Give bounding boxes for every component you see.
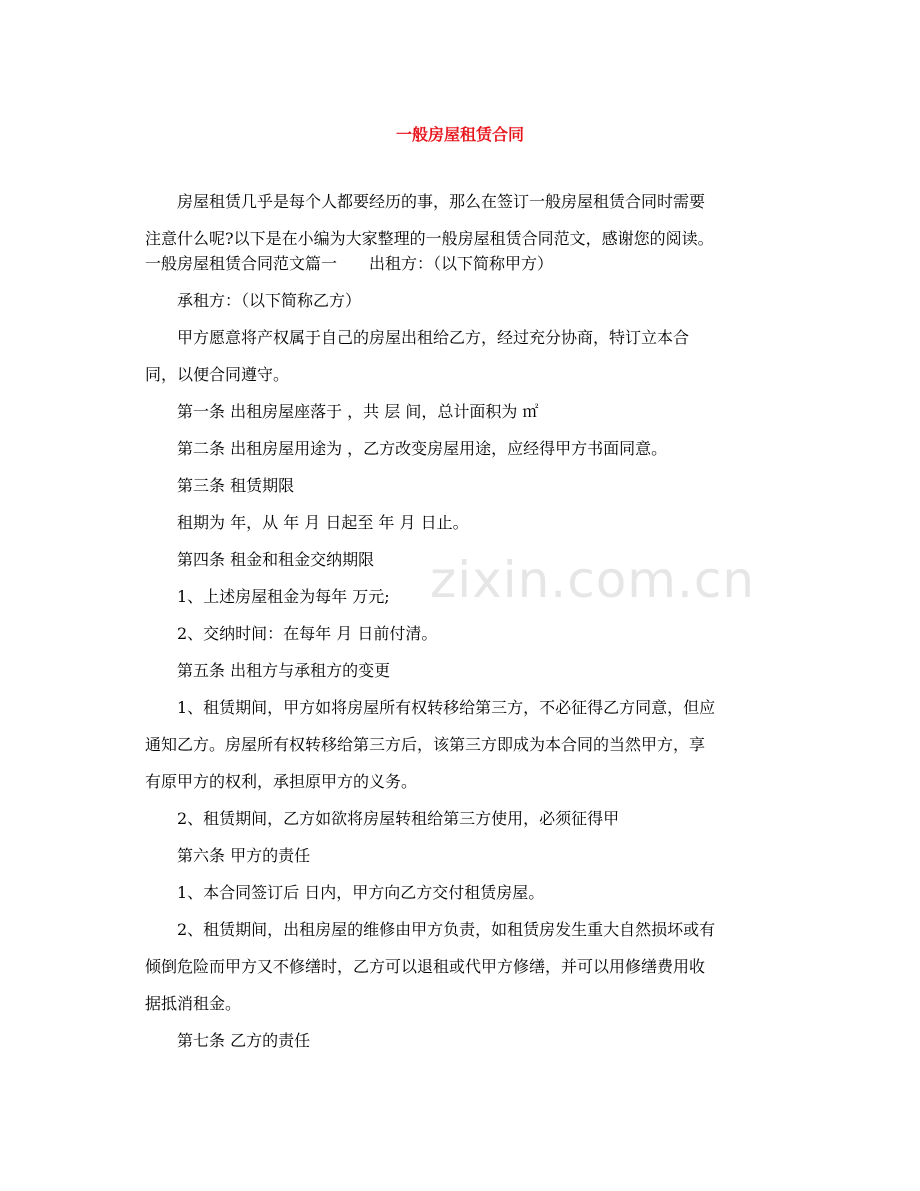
document-body [145,189,781,1053]
paragraph-line: 据抵消租金。 [145,994,242,1013]
paragraph-line: 2、租赁期间，出租房屋的维修由甲方负责，如租赁房发生重大自然损坏或有 [145,920,716,939]
paragraph-line: 第五条 出租方与承租方的变更 [145,661,391,680]
paragraph-line: 倾倒危险而甲方又不修缮时，乙方可以退租或代甲方修缮，并可以用修缮费用收 [145,957,706,976]
paragraph-line: 第七条 乙方的责任 [145,1031,311,1050]
paragraph-line: 房屋租赁几乎是每个人都要经历的事，那么在签订一般房屋租赁合同时需要 [145,192,706,211]
paragraph-line: 第一条 出租房屋座落于 ，共 层 间，总计面积为 ㎡ [145,402,539,421]
paragraph-line: 同，以便合同遵守。 [145,365,290,384]
watermark: zixin.com.cn [430,551,756,609]
paragraph-line: 第二条 出租房屋用途为 ，乙方改变房屋用途，应经得甲方书面同意。 [145,439,668,458]
paragraph-line: 1、上述房屋租金为每年 万元; [145,587,390,606]
paragraph-line: 1、本合同签订后 日内，甲方向乙方交付租赁房屋。 [145,883,545,902]
paragraph-line: 注意什么呢?以下是在小编为大家整理的一般房屋租赁合同范文，感谢您的阅读。 [145,229,714,248]
paragraph-line: 第四条 租金和租金交纳期限 [145,550,375,569]
paragraph-line: 2、租赁期间，乙方如欲将房屋转租给第三方使用，必须征得甲 [145,809,620,828]
paragraph-line: 一般房屋租赁合同范文篇一 出租方：（以下简称甲方） [145,254,554,273]
paragraph-line: 第六条 甲方的责任 [145,846,311,865]
paragraph-line: 甲方愿意将产权属于自己的房屋出租给乙方，经过充分协商，特订立本合 [145,328,690,347]
paragraph-line: 2、交纳时间：在每年 月 日前付清。 [145,624,438,643]
paragraph-line: 第三条 租赁期限 [145,476,295,495]
paragraph-line: 通知乙方。房屋所有权转移给第三方后，该第三方即成为本合同的当然甲方，享 [145,735,706,754]
paragraph-line: 1、租赁期间，甲方如将房屋所有权转移给第三方，不必征得乙方同意，但应 [145,698,716,717]
paragraph-line: 租期为 年，从 年 月 日起至 年 月 日止。 [145,513,469,532]
paragraph-line: 有原甲方的权利，承担原甲方的义务。 [145,772,418,791]
document-title: 一般房屋租赁合同 [395,125,524,144]
paragraph-line: 承租方：（以下简称乙方） [145,291,362,310]
